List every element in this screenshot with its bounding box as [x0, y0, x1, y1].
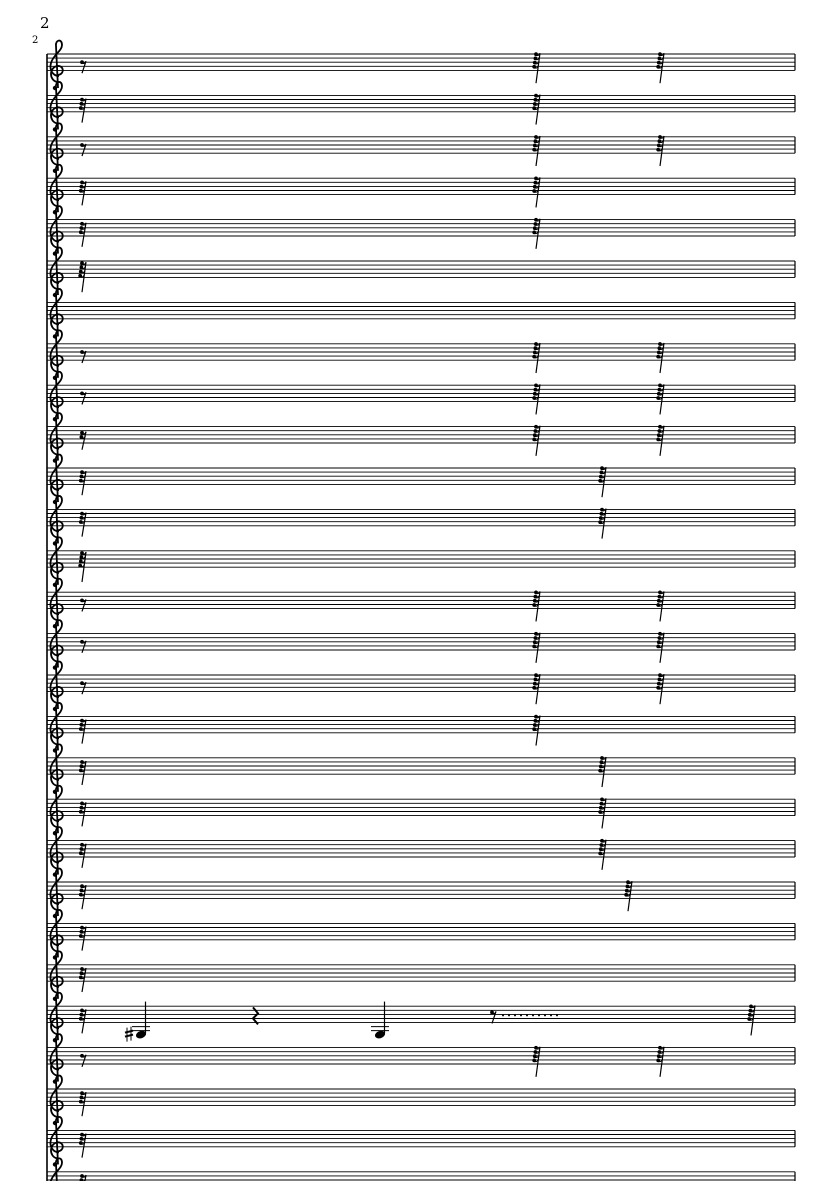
rest-64th-icon — [624, 880, 632, 911]
rest-64th-icon — [747, 1005, 755, 1036]
rest-32nd-icon — [79, 1009, 86, 1034]
staff-lines — [47, 302, 795, 318]
rest-64th-icon — [656, 1046, 664, 1077]
staff — [47, 1076, 795, 1126]
rest-64th-icon — [532, 342, 540, 373]
note-a — [371, 1002, 389, 1040]
rest-64th-icon — [532, 52, 540, 83]
rest-64th-icon — [532, 425, 540, 456]
staff-lines — [47, 923, 795, 939]
staff — [47, 537, 795, 587]
staff — [47, 289, 795, 339]
rest-64th-icon — [656, 52, 664, 83]
staff — [47, 662, 795, 712]
staff-lines — [47, 758, 795, 774]
rest-64th-icon — [656, 384, 664, 415]
rest-64th-icon — [598, 508, 606, 539]
rest-32nd-icon — [79, 181, 86, 206]
staff-lines — [47, 1006, 795, 1022]
rest-32nd-icon — [79, 843, 86, 868]
rest-16th-icon — [80, 431, 87, 450]
rest-32nd-icon — [79, 719, 86, 744]
staff — [47, 703, 795, 753]
staff-lines — [47, 551, 795, 567]
rest-64th-icon — [532, 591, 540, 622]
rest-32nd-icon — [79, 1174, 86, 1181]
staff-lines — [47, 841, 795, 857]
rest-64th-icon — [532, 1046, 540, 1077]
rest-64th-icon — [598, 839, 606, 870]
rest-32nd-icon — [79, 1091, 86, 1116]
rest-64th-icon — [532, 384, 540, 415]
rest-64th-icon — [532, 218, 540, 249]
staff-lines — [47, 509, 795, 525]
rest-64th-icon — [598, 798, 606, 829]
rest-64th-icon — [532, 177, 540, 208]
rest-eighth-dotted-icon — [490, 1011, 558, 1024]
staff — [47, 248, 795, 298]
rest-64th-icon — [656, 591, 664, 622]
staff-lines — [47, 716, 795, 732]
staff — [47, 372, 795, 422]
staff-lines — [47, 95, 795, 111]
staff — [47, 869, 795, 919]
staff-lines — [47, 634, 795, 650]
staff-lines — [47, 54, 795, 70]
rest-32nd-icon — [79, 802, 86, 827]
staff — [47, 455, 795, 505]
staff-lines — [47, 675, 795, 691]
rest-32nd-icon — [79, 1133, 86, 1158]
rest-32nd-icon — [79, 222, 86, 247]
rest-64th-icon — [532, 673, 540, 704]
staff — [47, 496, 795, 546]
rest-32nd-icon — [79, 884, 86, 909]
rest-64th-icon — [656, 673, 664, 704]
staff-lines — [47, 1130, 795, 1146]
staff — [47, 330, 795, 380]
staff-lines — [47, 592, 795, 608]
staff — [47, 206, 795, 256]
staff — [47, 951, 795, 1001]
rest-64th-icon — [532, 632, 540, 663]
staff-lines — [47, 178, 795, 194]
rest-32nd-icon — [79, 512, 86, 537]
staff — [47, 1034, 795, 1084]
measure-number: 2 — [32, 35, 39, 46]
staff-lines — [47, 882, 795, 898]
staff-lines — [47, 385, 795, 401]
staff-lines — [47, 261, 795, 277]
staff — [47, 82, 795, 132]
rest-64th-icon — [78, 261, 86, 292]
staff — [47, 579, 795, 629]
staff — [47, 993, 795, 1043]
rest-64th-icon — [532, 135, 540, 166]
rest-64th-icon — [598, 756, 606, 787]
page-number: 2 — [40, 14, 50, 32]
staff — [47, 123, 795, 173]
staff-lines — [47, 1089, 795, 1105]
staff — [47, 786, 795, 836]
rest-64th-icon — [532, 715, 540, 746]
treble-clef-icon — [50, 1158, 62, 1181]
rest-64th-icon — [656, 342, 664, 373]
rest-eighth-icon — [80, 1054, 86, 1067]
rest-32nd-icon — [79, 98, 86, 123]
staff — [47, 910, 795, 960]
rest-64th-icon — [598, 466, 606, 497]
staff-lines — [47, 965, 795, 981]
rest-64th-icon — [656, 425, 664, 456]
staff-lines — [47, 799, 795, 815]
staff — [47, 165, 795, 215]
staff — [47, 744, 795, 794]
staff — [47, 827, 795, 877]
staff-lines — [47, 137, 795, 153]
staff — [47, 413, 795, 463]
staff-lines — [47, 427, 795, 443]
staff — [47, 620, 795, 670]
staff — [47, 41, 795, 91]
staff-lines — [47, 1172, 795, 1181]
rest-32nd-icon — [79, 760, 86, 785]
rest-32nd-icon — [79, 926, 86, 951]
note-a-sharp — [125, 1002, 150, 1042]
staff-group — [47, 41, 795, 1181]
rest-32nd-icon — [79, 470, 86, 495]
rest-eighth-icon — [80, 392, 86, 405]
rest-64th-icon — [532, 94, 540, 125]
staff-lines — [47, 468, 795, 484]
rest-64th-icon — [78, 551, 86, 582]
rest-64th-icon — [656, 632, 664, 663]
staff-lines — [47, 1048, 795, 1064]
staff-lines — [47, 344, 795, 360]
rest-32nd-icon — [79, 967, 86, 992]
staff-lines — [47, 220, 795, 236]
staff — [47, 1158, 795, 1181]
rest-64th-icon — [656, 135, 664, 166]
staff — [47, 1117, 795, 1167]
